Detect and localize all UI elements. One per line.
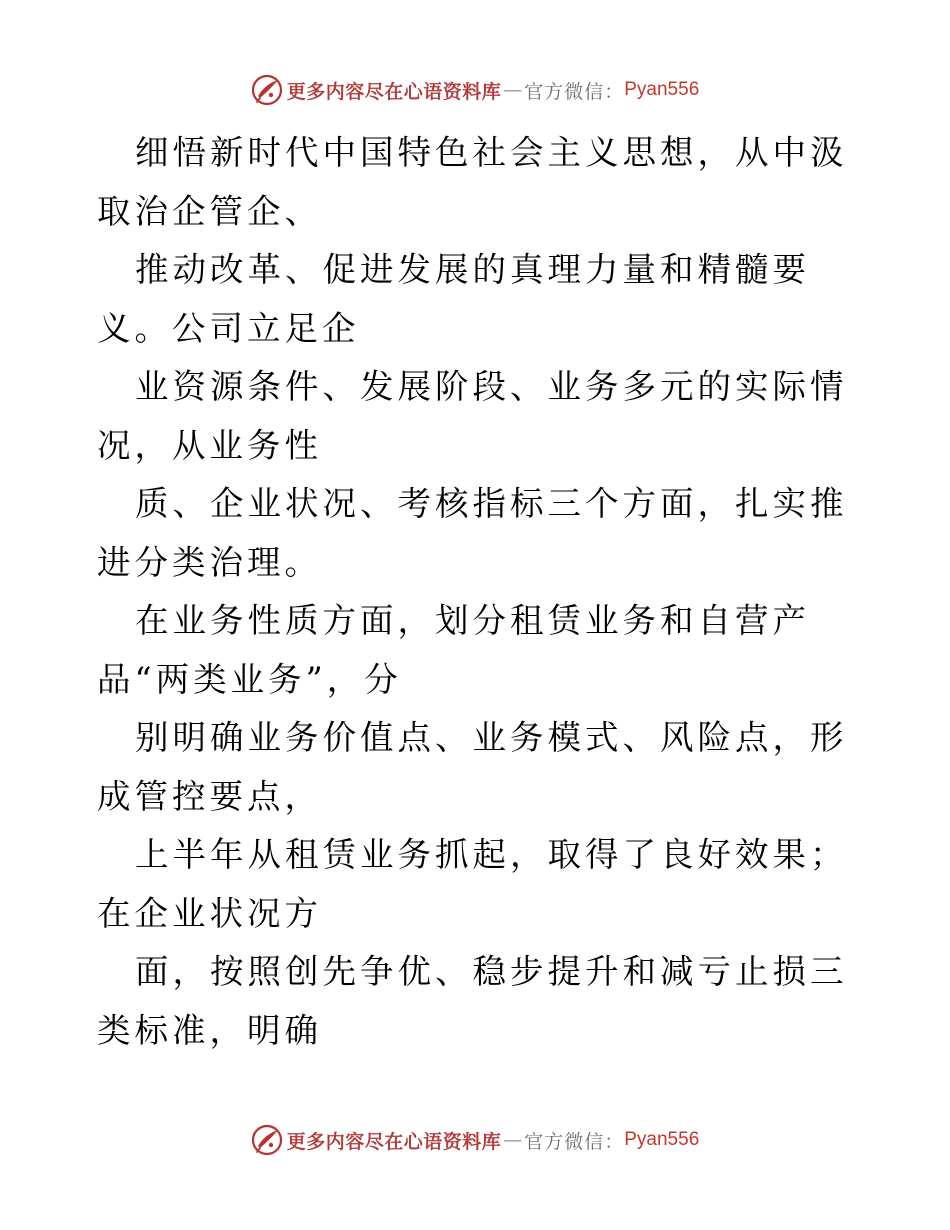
- wechat-label: 官方微信：: [524, 80, 625, 103]
- footer-banner: [0, 1122, 950, 1158]
- body-paragraph: 上半年从租赁业务抓起，取得了良好效果；在企业状况方: [97, 835, 848, 933]
- quill-pen-logo-icon: [251, 1124, 283, 1156]
- site-text: 更多内容尽在心语资料库: [286, 80, 502, 103]
- separator-dash: —: [503, 1129, 523, 1151]
- body-paragraph: 推动改革、促进发展的真理力量和精髓要义。公司立足企: [97, 250, 810, 348]
- separator-dash: —: [503, 79, 523, 101]
- body-paragraph: 面，按照创先争优、稳步提升和减亏止损三类标准，明确: [97, 952, 848, 1050]
- wechat-label: 官方微信：: [524, 1130, 625, 1153]
- wechat-id: Pyan556: [624, 1129, 700, 1150]
- body-paragraph: 质、企业状况、考核指标三个方面，扎实推进分类治理。: [97, 484, 848, 582]
- body-paragraph: 别明确业务价值点、业务模式、风险点，形成管控要点，: [97, 718, 848, 816]
- body-paragraph: 业资源条件、发展阶段、业务多元的实际情况，从业务性: [97, 367, 848, 465]
- body-paragraph: 在业务性质方面，划分租赁业务和自营产品“两类业务”，分: [97, 601, 810, 699]
- document-body: [97, 124, 857, 1060]
- body-paragraph: 细悟新时代中国特色社会主义思想，从中汲取治企管企、: [97, 133, 848, 231]
- quill-pen-logo-icon: [251, 74, 283, 106]
- wechat-id: Pyan556: [624, 79, 700, 100]
- site-text: 更多内容尽在心语资料库: [286, 1130, 502, 1153]
- header-banner: [0, 72, 950, 108]
